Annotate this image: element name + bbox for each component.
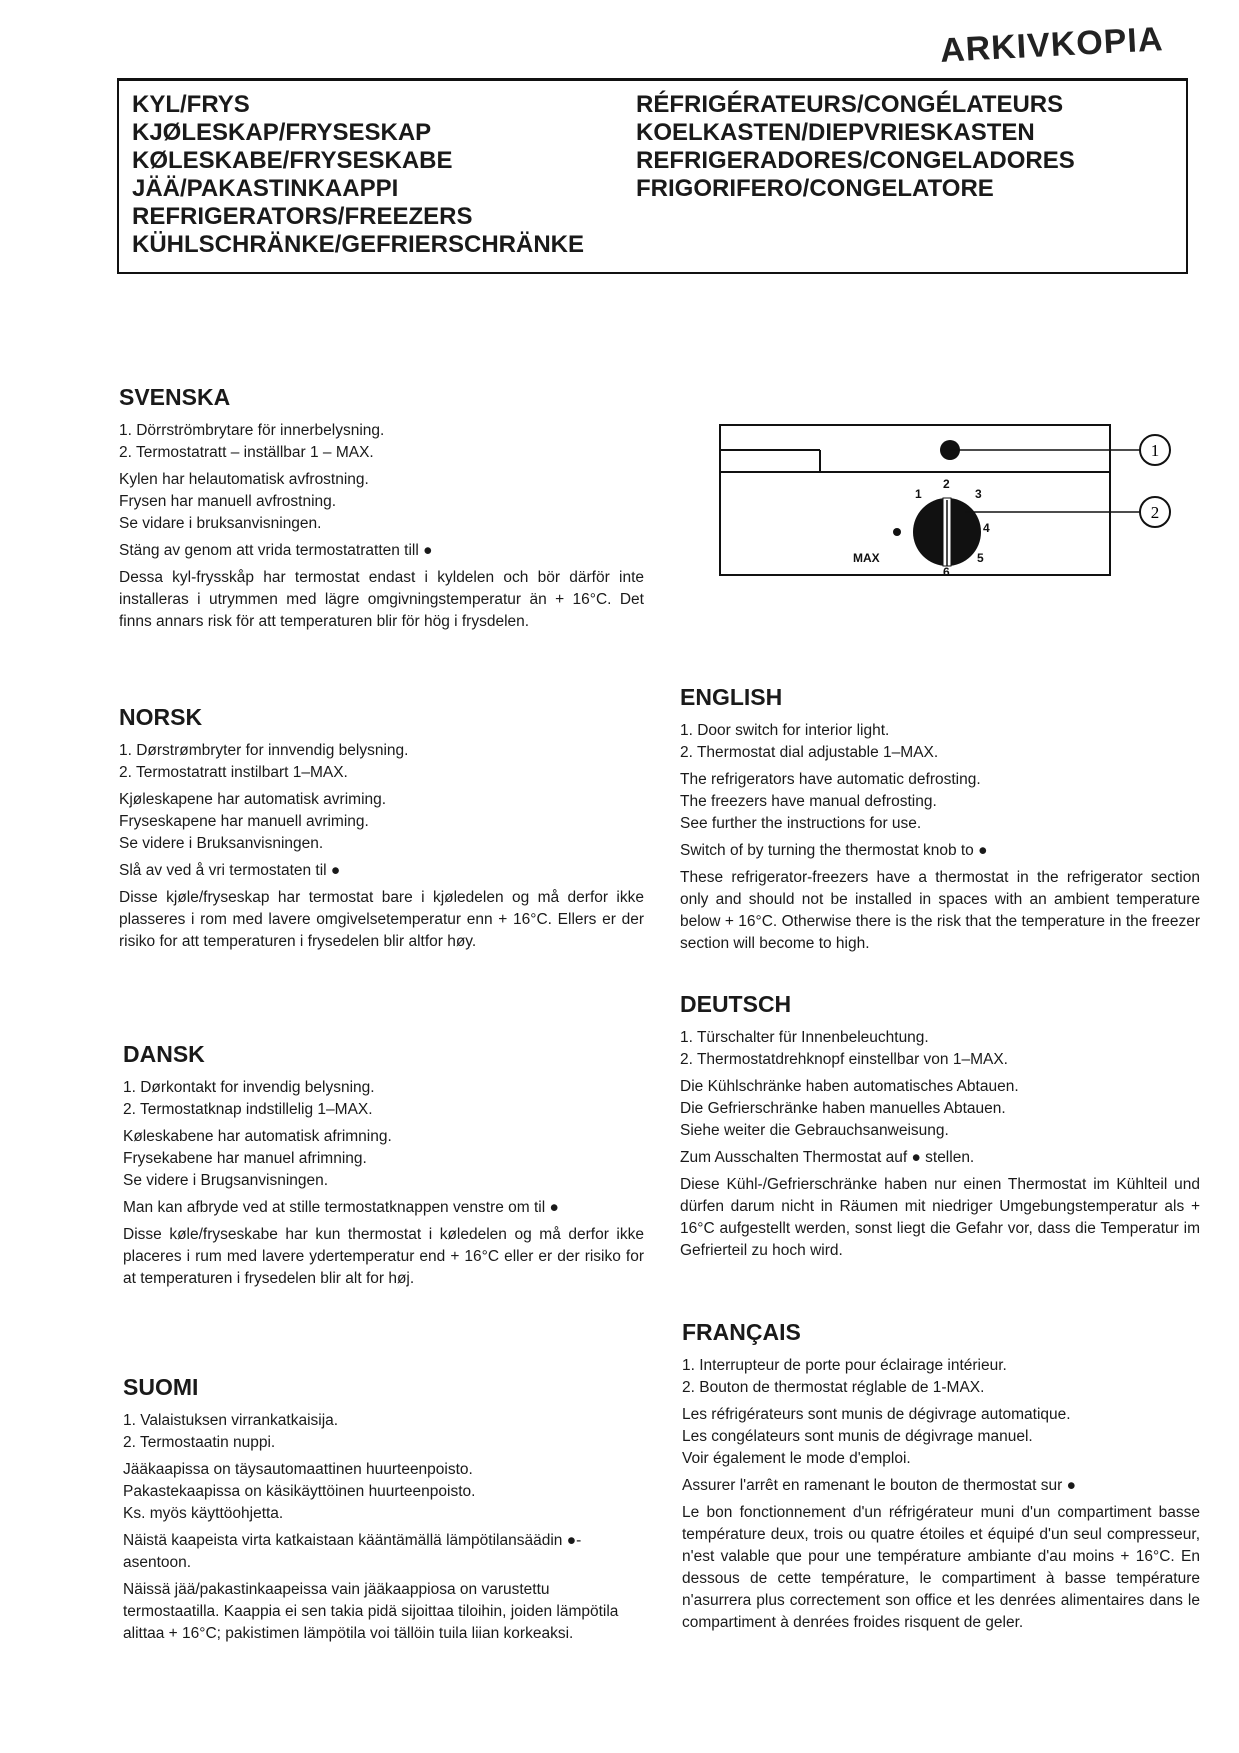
defrost-line: The freezers have manual defrosting. <box>680 793 937 810</box>
header-title: KJØLESKAP/FRYSESKAP <box>132 119 432 146</box>
archive-stamp: ARKIVKOPIA <box>939 20 1165 70</box>
section-english <box>680 683 1200 960</box>
defrost-line: Die Kühlschränke haben automatisches Abtauen. <box>680 1078 1019 1095</box>
item-line: 2. Termostatratt instilbart 1–MAX. <box>119 764 348 781</box>
defrost-line: Se videre i Bruksanvisningen. <box>119 835 324 852</box>
switch-off-text: Assurer l'arrêt en ramenant le bouton de thermostat sur ● <box>682 1477 1076 1494</box>
installation-note: Disse kjøle/fryseskap har termostat bare i kjøledelen og må derfor ikke plasseres i rom med lavere omgivelsetemperatur enn + 16°C. Ellers er der risiko for att temperaturen i frysedelen blir altfor høy. <box>119 889 644 950</box>
dial-number: 3 <box>975 487 982 501</box>
item-line: 2. Thermostatdrehknopf einstellbar von 1–MAX. <box>680 1051 1008 1068</box>
section-suomi <box>123 1373 644 1650</box>
item-line: 1. Door switch for interior light. <box>680 722 890 739</box>
item-line: 2. Termostatknap indstillelig 1–MAX. <box>123 1101 373 1118</box>
installation-note: Disse køle/fryseskabe har kun thermostat i køledelen og må derfor ikke placeres i rum med lavere ydertemperatur end + 16°C eller er der risiko for at temperaturen i frysedelen blir alt for høj. <box>123 1226 644 1287</box>
section-title: DANSK <box>123 1041 205 1067</box>
defrost-line: Les congélateurs sont munis de dégivrage manuel. <box>682 1428 1033 1445</box>
installation-note: Diese Kühl-/Gefrierschränke haben nur einen Thermostat im Kühlteil und dürfen darum nicht in Räumen mit niedriger Umgebungstemperatur als + 16°C aufgestellt werden, sonst liegt die Gefahr vor, dass die Temperatur im Gefrierteil zu hoch wird. <box>680 1176 1200 1259</box>
header-left-titles <box>132 91 584 259</box>
installation-note: Näissä jää/pakastinkaapeissa vain jääkaappiosa on varustettu termostaatilla. Kaappia ei sen takia pidä sijoittaa tiloihin, joiden lämpötila alittaa + 16°C; pakistimen lämpötila voi tällöin tuila liian korkeaksi. <box>123 1581 619 1642</box>
switch-off-text: Stäng av genom att vrida termostatratten till ● <box>119 542 433 559</box>
section-francais <box>682 1318 1200 1639</box>
defrost-line: Se vidare i bruksanvisningen. <box>119 515 322 532</box>
header-title: FRIGORIFERO/CONGELATORE <box>636 175 994 202</box>
switch-off-text: Näistä kaapeista virta katkaistaan kääntämällä lämpötilansäädin ●-asentoon. <box>123 1532 582 1571</box>
installation-note: Le bon fonctionnement d'un réfrigérateur muni d'un compartiment basse température deux, trois ou quatre étoiles et équipé d'un seul compresseur, n'est valable que pour une température ambiante d'au moins + 16°C. En dessous de cette température, le compartiment à basse température n'asurrera plus correctement son office et les denrées alimentaires dans le compartiment à denrées froides risquent de geler. <box>682 1504 1200 1631</box>
defrost-line: Fryseskapene har manuell avriming. <box>119 813 369 830</box>
item-line: 1. Dörrströmbrytare för innerbelysning. <box>119 422 385 439</box>
callout-label-1: 1 <box>1150 441 1160 460</box>
switch-off-text: Man kan afbryde ved at stille termostatknappen venstre om til ● <box>123 1199 559 1216</box>
installation-note: Dessa kyl-frysskåp har termostat endast i kyldelen och bör därför inte installeras i utrymmen med lägre omgivningstemperatur än + 16°C. Det finns annars risk för att temperaturen blir för hög i frysdelen. <box>119 569 644 630</box>
section-deutsch <box>680 990 1200 1267</box>
dial-number: 6 <box>943 565 950 579</box>
thermostat-panel-diagram <box>715 420 1175 580</box>
dial-number: 4 <box>983 521 990 535</box>
switch-off-text: Slå av ved å vri termostaten til ● <box>119 862 341 879</box>
defrost-line: Kjøleskapene har automatisk avriming. <box>119 791 387 808</box>
switch-off-text: Switch of by turning the thermostat knob to ● <box>680 842 988 859</box>
header-title: REFRIGERADORES/CONGELADORES <box>636 147 1075 174</box>
section-title: SVENSKA <box>119 384 231 410</box>
section-title: FRANÇAIS <box>682 1319 801 1345</box>
header-title: JÄÄ/PAKASTINKAAPPI <box>132 175 399 202</box>
item-line: 2. Bouton de thermostat réglable de 1-MAX. <box>682 1379 985 1396</box>
dial-number: 5 <box>977 551 984 565</box>
defrost-line: Se videre i Brugsanvisningen. <box>123 1172 329 1189</box>
max-label: MAX <box>853 551 880 565</box>
defrost-line: Køleskabene har automatisk afrimning. <box>123 1128 392 1145</box>
section-title: SUOMI <box>123 1374 199 1400</box>
defrost-line: Frysen har manuell avfrostning. <box>119 493 337 510</box>
defrost-line: Frysekabene har manuel afrimning. <box>123 1150 367 1167</box>
defrost-line: Die Gefrierschränke haben manuelles Abtauen. <box>680 1100 1006 1117</box>
title-header <box>117 78 1188 274</box>
dial-number: 1 <box>915 487 922 501</box>
item-line: 2. Termostaatin nuppi. <box>123 1434 276 1451</box>
off-position-dot <box>893 528 901 536</box>
dial-number: 2 <box>943 477 950 491</box>
defrost-line: Pakastekaapissa on käsikäyttöinen huurteenpoisto. <box>123 1483 476 1500</box>
defrost-line: Kylen har helautomatisk avfrostning. <box>119 471 369 488</box>
defrost-line: Siehe weiter die Gebrauchsanweisung. <box>680 1122 949 1139</box>
header-right-titles <box>636 91 1075 203</box>
item-line: 1. Dørstrømbryter for innvendig belysning. <box>119 742 409 759</box>
defrost-line: The refrigerators have automatic defrosting. <box>680 771 981 788</box>
header-title: KOELKASTEN/DIEPVRIESKASTEN <box>636 119 1035 146</box>
item-line: 1. Valaistuksen virrankatkaisija. <box>123 1412 339 1429</box>
section-dansk <box>123 1040 644 1295</box>
section-title: NORSK <box>119 704 203 730</box>
section-norsk <box>119 703 644 958</box>
section-title: ENGLISH <box>680 684 783 710</box>
header-title: KYL/FRYS <box>132 91 250 118</box>
switch-off-text: Zum Ausschalten Thermostat auf ● stellen. <box>680 1149 975 1166</box>
header-title: RÉFRIGÉRATEURS/CONGÉLATEURS <box>636 91 1064 118</box>
defrost-line: See further the instructions for use. <box>680 815 922 832</box>
callout-label-2: 2 <box>1150 503 1160 522</box>
item-line: 1. Interrupteur de porte pour éclairage intérieur. <box>682 1357 1007 1374</box>
header-title: KÜHLSCHRÄNKE/GEFRIERSCHRÄNKE <box>132 231 585 258</box>
defrost-line: Jääkaapissa on täysautomaattinen huurteenpoisto. <box>123 1461 473 1478</box>
item-line: 1. Dørkontakt for invendig belysning. <box>123 1079 375 1096</box>
section-svenska <box>119 383 644 638</box>
section-title: DEUTSCH <box>680 991 792 1017</box>
defrost-line: Les réfrigérateurs sont munis de dégivrage automatique. <box>682 1406 1071 1423</box>
defrost-line: Ks. myös käyttöohjetta. <box>123 1505 284 1522</box>
header-title: KØLESKABE/FRYSESKABE <box>132 147 453 174</box>
item-line: 1. Türschalter für Innenbeleuchtung. <box>680 1029 929 1046</box>
defrost-line: Voir également le mode d'emploi. <box>682 1450 911 1467</box>
item-line: 2. Termostatratt – inställbar 1 – MAX. <box>119 444 374 461</box>
item-line: 2. Thermostat dial adjustable 1–MAX. <box>680 744 939 761</box>
installation-note: These refrigerator-freezers have a thermostat in the refrigerator section only and should not be installed in spaces with an ambient temperature below + 16°C. Otherwise there is the risk that the temperature in the freezer section will become to high. <box>680 869 1200 952</box>
header-title: REFRIGERATORS/FREEZERS <box>132 203 473 230</box>
